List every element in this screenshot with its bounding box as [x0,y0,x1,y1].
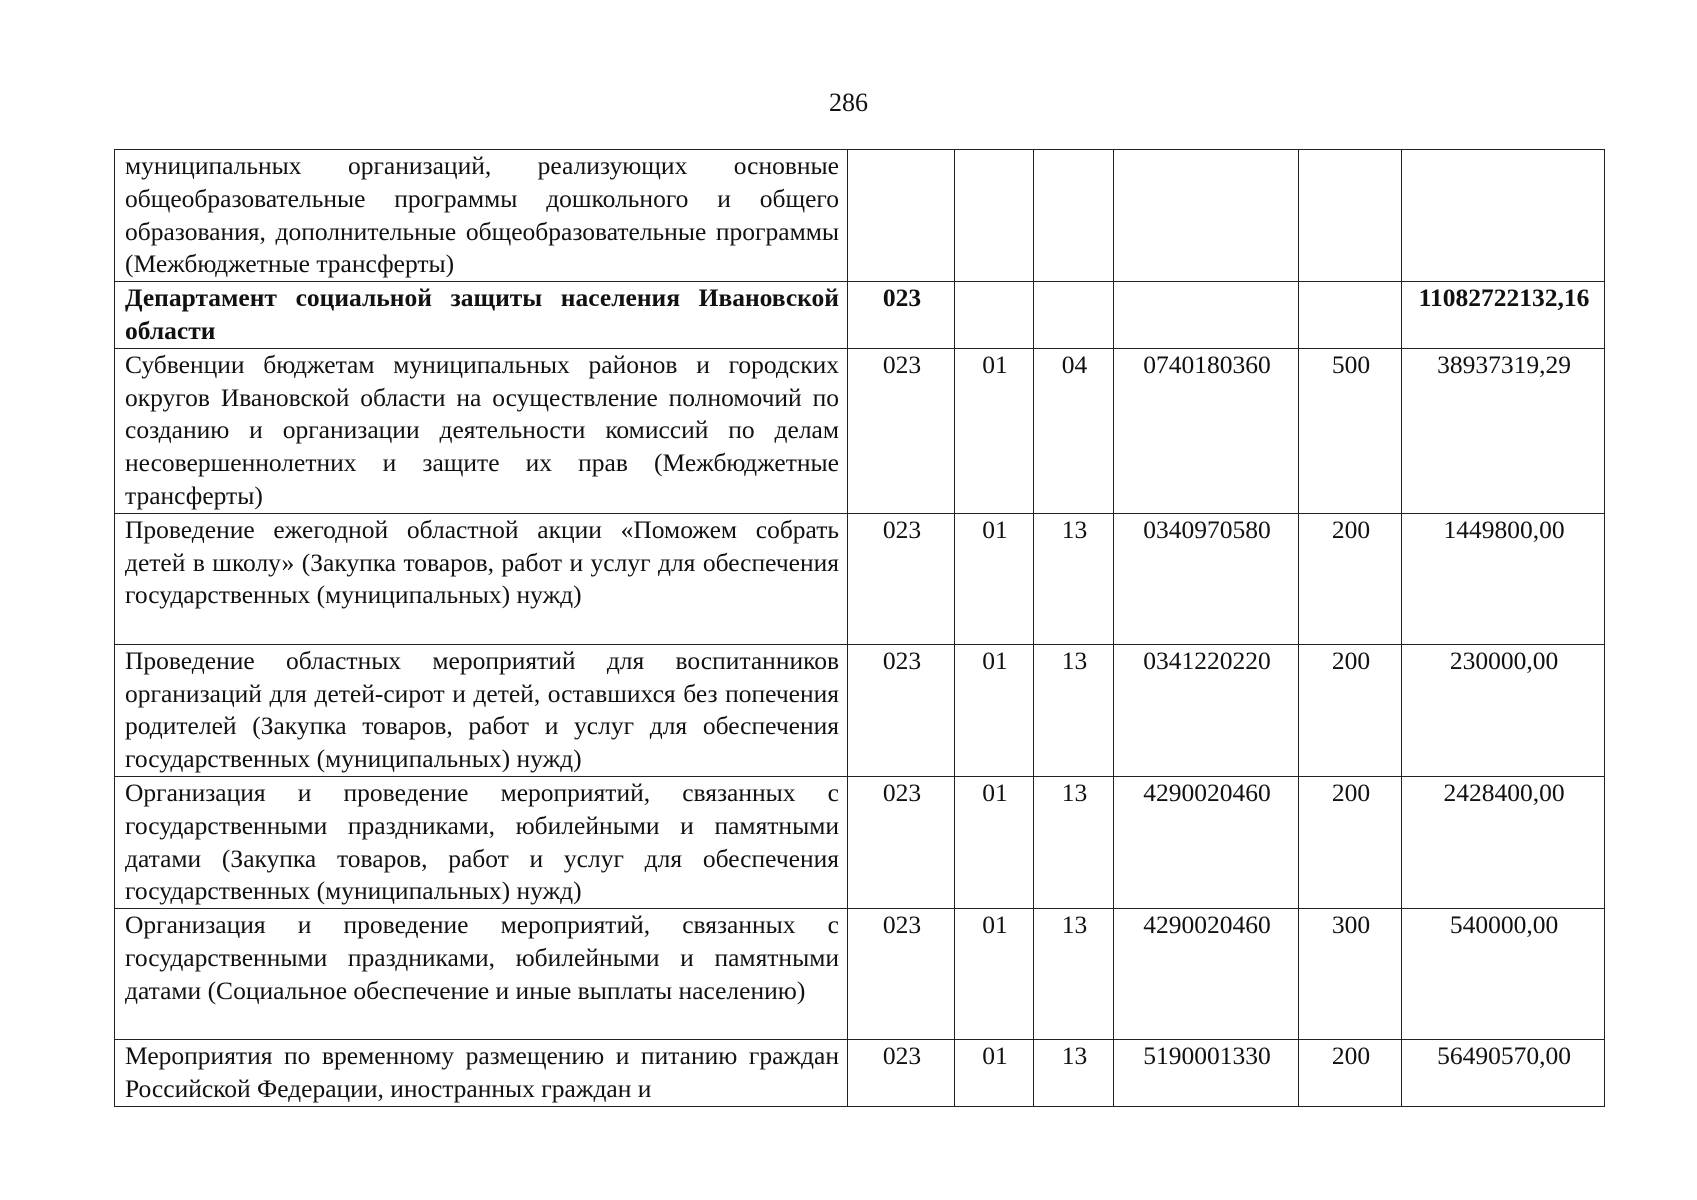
amount: 11082722132,16 [1402,282,1605,349]
section-code: 01 [955,909,1034,1040]
subsection-code: 13 [1034,776,1114,908]
amount: 1449800,00 [1402,513,1605,644]
table-row [115,282,1605,349]
item-description: Субвенции бюджетам муниципальных районов и городских округов Ивановской области на осуществление полномочий по созданию и организации деятельности комиссий по делам несовершеннолетних и защите их прав (Межбюджетные трансферты) [115,348,848,513]
expense-type-code: 200 [1299,776,1402,908]
ministry-code [848,150,955,282]
subsection-code: 13 [1034,1040,1114,1107]
table-row [115,348,1605,513]
amount: 56490570,00 [1402,1040,1605,1107]
section-code: 01 [955,348,1034,513]
item-description: Организация и проведение мероприятий, связанных с государственными праздниками, юбилейными и памятными датами (Закупка товаров, работ и услуг для обеспечения государственных (муниципальных) нужд) [115,776,848,908]
ministry-code: 023 [848,1040,955,1107]
section-code [955,282,1034,349]
section-code [955,150,1034,282]
amount [1402,150,1605,282]
table-row [115,150,1605,282]
expense-type-code [1299,150,1402,282]
subsection-code [1034,282,1114,349]
table-row [115,776,1605,908]
amount: 2428400,00 [1402,776,1605,908]
ministry-code: 023 [848,282,955,349]
target-article-code: 5190001330 [1114,1040,1299,1107]
subsection-code: 13 [1034,644,1114,776]
target-article-code: 0740180360 [1114,348,1299,513]
amount: 540000,00 [1402,909,1605,1040]
table-row [115,909,1605,1040]
ministry-code: 023 [848,513,955,644]
budget-table-body [115,150,1605,1107]
target-article-code: 4290020460 [1114,909,1299,1040]
ministry-code: 023 [848,644,955,776]
budget-table [114,149,1605,1107]
ministry-code: 023 [848,348,955,513]
page-number: 286 [829,88,868,117]
table-row [115,1040,1605,1107]
expense-type-code: 200 [1299,1040,1402,1107]
expense-type-code: 300 [1299,909,1402,1040]
item-description: Организация и проведение мероприятий, связанных с государственными праздниками, юбилейными и памятными датами (Социальное обеспечение и иные выплаты населению) [115,909,848,1040]
target-article-code: 4290020460 [1114,776,1299,908]
item-description: Проведение ежегодной областной акции «Поможем собрать детей в школу» (Закупка товаров, работ и услуг для обеспечения государственных (муниципальных) нужд) [115,513,848,644]
section-code: 01 [955,513,1034,644]
section-code: 01 [955,1040,1034,1107]
target-article-code [1114,282,1299,349]
item-description: Департамент социальной защиты населения Ивановской области [115,282,848,349]
subsection-code: 13 [1034,513,1114,644]
expense-type-code [1299,282,1402,349]
table-row [115,644,1605,776]
item-description: Мероприятия по временному размещению и питанию граждан Российской Федерации, иностранных граждан и [115,1040,848,1107]
subsection-code [1034,150,1114,282]
target-article-code: 0341220220 [1114,644,1299,776]
section-code: 01 [955,776,1034,908]
ministry-code: 023 [848,909,955,1040]
target-article-code: 0340970580 [1114,513,1299,644]
amount: 230000,00 [1402,644,1605,776]
table-row [115,513,1605,644]
expense-type-code: 500 [1299,348,1402,513]
expense-type-code: 200 [1299,513,1402,644]
expense-type-code: 200 [1299,644,1402,776]
subsection-code: 13 [1034,909,1114,1040]
amount: 38937319,29 [1402,348,1605,513]
item-description: Проведение областных мероприятий для воспитанников организаций для детей-сирот и детей, оставшихся без попечения родителей (Закупка товаров, работ и услуг для обеспечения государственных (муниципальных) нужд) [115,644,848,776]
subsection-code: 04 [1034,348,1114,513]
target-article-code [1114,150,1299,282]
ministry-code: 023 [848,776,955,908]
section-code: 01 [955,644,1034,776]
item-description: муниципальных организаций, реализующих основные общеобразовательные программы дошкольного и общего образования, дополнительные общеобразовательные программы (Межбюджетные трансферты) [115,150,848,282]
